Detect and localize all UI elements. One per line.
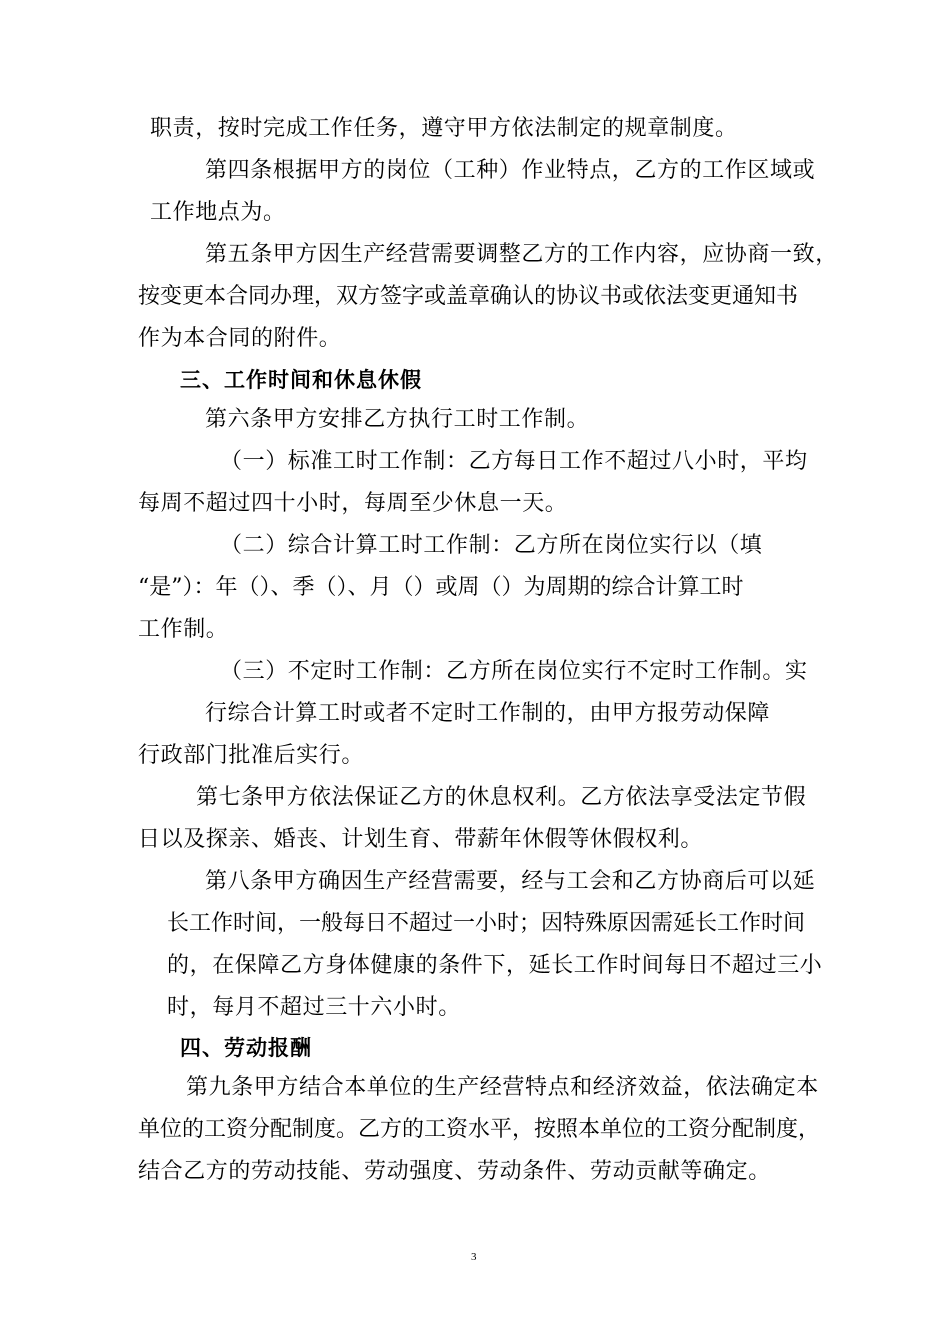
text-line: 工作制。 <box>138 617 229 642</box>
text-line: 单位的工资分配制度。乙方的工资水平，按照本单位的工资分配制度， <box>138 1117 821 1142</box>
text-line: 每周不超过四十小时，每周至少休息一天。 <box>138 491 568 516</box>
text-line: 结合乙方的劳动技能、劳动强度、劳动条件、劳动贡献等确定。 <box>138 1159 771 1184</box>
text-line: 长工作时间，一般每日不超过一小时；因特殊原因需延长工作时间 <box>167 911 806 936</box>
text-line: 第七条甲方依法保证乙方的休息权利。乙方依法享受法定节假 <box>196 785 807 810</box>
text-line: 第四条根据甲方的岗位（工种）作业特点，乙方的工作区域或 <box>205 158 816 183</box>
text-line: “是”）：年（）、季（）、月（）或周（）为周期的综合计算工时 <box>138 575 744 600</box>
text-line: 第八条甲方确因生产经营需要，经与工会和乙方协商后可以延 <box>205 869 816 894</box>
text-line: 第五条甲方因生产经营需要调整乙方的工作内容，应协商一致， <box>205 242 838 267</box>
text-line: 第九条甲方结合本单位的生产经营特点和经济效益，依法确定本 <box>186 1075 819 1100</box>
text-line: 第六条甲方安排乙方执行工时工作制。 <box>205 407 590 432</box>
text-line: 职责，按时完成工作任务，遵守甲方依法制定的规章制度。 <box>150 116 738 141</box>
text-line: 时，每月不超过三十六小时。 <box>167 995 461 1020</box>
text-line: （一）标准工时工作制：乙方每日工作不超过八小时，平均 <box>220 449 808 474</box>
text-line: 工作地点为。 <box>150 200 286 225</box>
text-line: 日以及探亲、婚丧、计划生育、带薪年休假等休假权利。 <box>138 827 704 852</box>
text-line: 作为本合同的附件。 <box>138 326 342 351</box>
section-heading: 四、劳动报酬 <box>180 1036 312 1060</box>
text-line: 按变更本合同办理，双方签字或盖章确认的协议书或依法变更通知书 <box>138 284 799 309</box>
text-line: 行政部门批准后实行。 <box>138 743 365 768</box>
text-line: 的，在保障乙方身体健康的条件下，延长工作时间每日不超过三小 <box>167 953 823 978</box>
text-line: 行综合计算工时或者不定时工作制的，由甲方报劳动保障 <box>205 701 771 726</box>
section-heading: 三、工作时间和休息休假 <box>180 368 422 392</box>
text-line: （三）不定时工作制：乙方所在岗位实行不定时工作制。实 <box>220 659 808 684</box>
text-line: （二）综合计算工时工作制：乙方所在岗位实行以（填 <box>220 533 763 558</box>
page-number: 3 <box>471 1251 477 1263</box>
